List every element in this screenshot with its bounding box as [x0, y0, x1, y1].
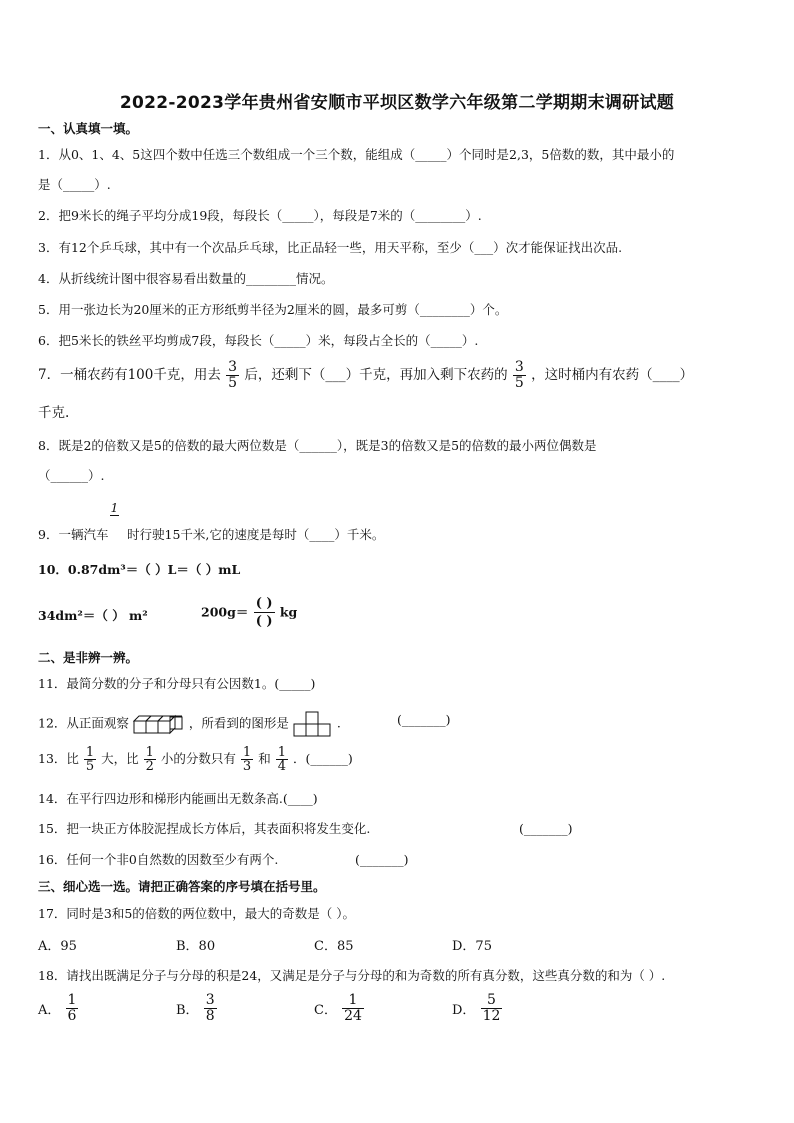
section-2-heading: 二、是非辨一辨。	[38, 650, 139, 665]
question-7-line-1	[38, 360, 693, 391]
fraction-numerator: 1	[85, 745, 95, 760]
q12-text-c: .	[336, 715, 341, 731]
question-2: 2．把9米长的绳子平均分成19段，每段长（_____），每段是7米的（________）.	[38, 208, 482, 223]
q9-text-a: 9．一辆汽车	[38, 527, 109, 542]
q18-option-b[interactable]	[176, 993, 218, 1024]
question-17: 17．同时是3和5的倍数的两位数中，最大的奇数是（ ）。	[38, 906, 356, 921]
fraction-numerator: 1	[242, 745, 252, 760]
question-9	[38, 526, 108, 544]
fraction-numerator: ( )	[255, 596, 273, 611]
q12-answer-blank: (_______)	[397, 712, 451, 727]
q10-unit: kg	[279, 604, 298, 620]
q17-option-b[interactable]: B．80	[176, 939, 216, 954]
q10-text: 200g＝	[201, 604, 249, 620]
q17-option-a[interactable]: A．95	[38, 939, 77, 954]
option-label: C．	[314, 1003, 337, 1018]
option-label: D．	[452, 1003, 476, 1018]
fraction-one-quarter	[276, 746, 288, 773]
question-6: 6．把5米长的铁丝平均剪成7段，每段长（_____）米，每段占全长的（_____）.	[38, 333, 479, 348]
question-7-line-2: 千克.	[38, 405, 70, 421]
fraction-numerator: 3	[205, 992, 215, 1008]
q12-text-b: ，所看到的图形是	[188, 715, 289, 731]
q18-option-c[interactable]	[314, 993, 365, 1024]
fraction-one-third	[241, 746, 253, 773]
question-10-line-1: 10．0.87dm³＝（ ）L＝（ ）mL	[38, 562, 241, 577]
q7-text-a: 7．一桶农药有100千克，用去	[38, 367, 221, 383]
question-11: 11．最简分数的分子和分母只有公因数1。(_____)	[38, 676, 316, 691]
fraction-denominator: 6	[67, 1008, 77, 1024]
q9-fraction	[110, 502, 119, 517]
question-8-line-1: 8．既是2的倍数又是5的倍数的最大两位数是（______），既是3的倍数又是5的倍数的最小两位偶数是	[38, 438, 597, 453]
question-13	[38, 746, 353, 773]
fraction-denominator: 24	[344, 1008, 362, 1024]
q17-option-c[interactable]: C．85	[314, 939, 354, 954]
fraction-numerator: 1	[277, 745, 286, 760]
q17-option-d[interactable]: D．75	[452, 939, 492, 954]
fraction-one-half	[144, 746, 156, 773]
fraction-denominator: 5	[228, 375, 238, 391]
fraction-numerator: 1	[145, 745, 154, 760]
q12-text-a: 12．从正面观察	[38, 715, 129, 731]
q18-option-a[interactable]	[38, 993, 79, 1024]
question-14: 14．在平行四边形和梯形内能画出无数条高.(____)	[38, 791, 318, 806]
option-label: A．	[38, 1003, 61, 1018]
q7-text-c: ，这时桶内有农药（____）	[531, 367, 694, 383]
option-fraction	[204, 993, 217, 1024]
q10-fraction	[254, 595, 275, 630]
question-1-line-2: 是（_____）.	[38, 177, 111, 192]
fraction-numerator: 1	[348, 992, 358, 1008]
q16-answer-blank: (_______)	[355, 852, 409, 867]
fraction-numerator: 3	[514, 359, 524, 375]
fraction-denominator: 4	[277, 759, 286, 774]
section-3-heading: 三、细心选一选。请把正确答案的序号填在括号里。	[38, 879, 326, 894]
question-10-line-2b	[201, 595, 297, 630]
fraction-denominator: 12	[482, 1008, 501, 1024]
question-10-line-2a: 34dm²＝（ ） m²	[38, 608, 148, 623]
page-title: 2022-2023学年贵州省安顺市平坝区数学六年级第二学期期末调研试题	[119, 93, 675, 113]
question-8-line-2: （______）.	[38, 468, 105, 483]
q13-text-b: 大，比	[101, 751, 139, 766]
fraction-three-fifths	[513, 360, 526, 391]
fraction-numerator: 5	[487, 992, 496, 1008]
question-5: 5．用一张边长为20厘米的正方形纸剪半径为2厘米的圆，最多可剪（________）个。	[38, 302, 508, 317]
q13-text-d: 和	[258, 751, 271, 766]
fraction-denominator: 8	[205, 1008, 215, 1024]
cube-stack-icon	[133, 713, 185, 735]
question-18: 18．请找出既满足分子与分母的积是24，又满足是分子与分母的和为奇数的所有真分数，这些真分数的和为（ ）.	[38, 968, 666, 983]
fraction-numerator: 3	[228, 359, 238, 375]
q13-text-a: 13．比	[38, 751, 79, 766]
q15-answer-blank: (_______)	[519, 821, 573, 836]
q13-text-c: 小的分数只有	[160, 751, 236, 766]
question-1-line-1: 1．从0、1、4、5这四个数中任选三个数组成一个三个数，能组成（_____）个同时是2,3，5倍数的数，其中最小的	[38, 147, 675, 162]
q13-text-e: ．(______)	[292, 751, 353, 766]
fraction-three-fifths	[226, 360, 239, 391]
q7-text-b: 后，还剩下（___）千克，再加入剩下农药的	[244, 367, 508, 383]
fraction-numerator: 1	[67, 992, 77, 1008]
question-16: 16．任何一个非0自然数的因数至少有两个.	[38, 852, 279, 867]
fraction-numerator: 1	[110, 501, 119, 515]
option-label: B．	[176, 1003, 199, 1018]
fraction-denominator: 5	[514, 375, 524, 391]
front-view-shape-icon	[293, 711, 333, 737]
fraction-denominator: 3	[242, 759, 252, 774]
question-12	[38, 711, 341, 737]
option-fraction	[66, 993, 79, 1024]
fraction-denominator: 5	[85, 759, 95, 774]
question-3: 3．有12个乒乓球，其中有一个次品乒乓球，比正品轻一些，用天平称，至少（___）次才能保证找出次品.	[38, 240, 623, 255]
q18-option-d[interactable]	[452, 993, 503, 1024]
question-4: 4．从折线统计图中很容易看出数量的________情况。	[38, 271, 334, 286]
section-1-heading: 一、认真填一填。	[38, 121, 139, 136]
q9-text-b: 时行驶15千米,它的速度是每时（____）千米。	[127, 527, 385, 542]
question-15: 15．把一块正方体胶泥捏成长方体后，其表面积将发生变化.	[38, 821, 371, 836]
option-fraction	[342, 993, 364, 1024]
option-fraction	[481, 993, 503, 1024]
fraction-one-fifth	[84, 746, 96, 773]
fraction-denominator: 2	[145, 759, 154, 774]
fraction-denominator: ( )	[255, 614, 273, 629]
